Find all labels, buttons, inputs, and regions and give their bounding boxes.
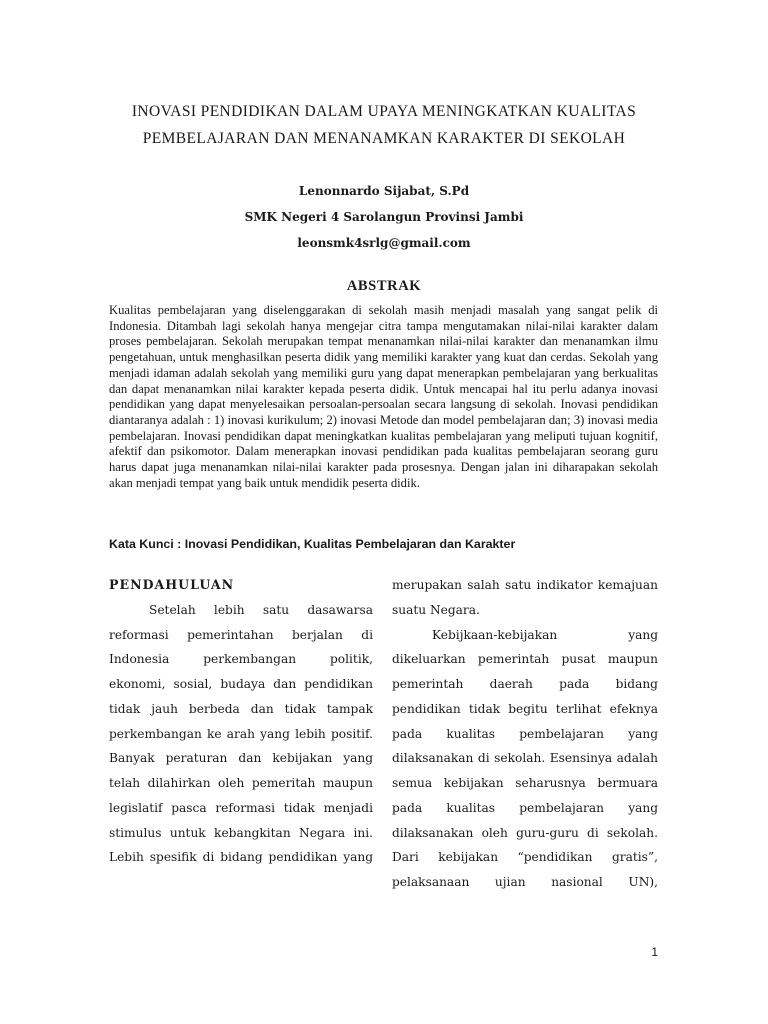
- body-line: reformasi pemerintahan berjalan di: [109, 627, 373, 642]
- body-line: pelaksanaan ujian nasional UN),: [392, 875, 658, 889]
- column-left: [109, 573, 373, 870]
- author-block: [90, 178, 678, 256]
- title-line-2: PEMBELAJARAN DAN MENANAMKAN KARAKTER DI SEKOLAH: [142, 130, 626, 147]
- column-right: [392, 573, 658, 895]
- body-line: semua kebijakan seharusnya bermuara: [392, 776, 658, 790]
- body-line: Setelah lebih satu dasawarsa: [149, 602, 373, 617]
- author-email: leonsmk4srlg@gmail.com: [297, 236, 471, 250]
- body-line: merupakan salah satu indikator kemajuan: [392, 578, 658, 592]
- body-line: ekonomi, sosial, budaya dan pendidikan: [109, 677, 373, 691]
- author-name: Lenonnardo Sijabat, S.Pd: [298, 184, 470, 198]
- body-line: dilaksanakan oleh guru-guru di sekolah.: [392, 825, 658, 840]
- body-line: Kebijkaan-kebijakan yang: [432, 627, 658, 642]
- body-line: Lebih spesifik di bidang pendidikan yang: [109, 850, 373, 865]
- body-line: pemerintah daerah pada bidang: [392, 677, 658, 691]
- body-line: tidak jauh berbeda dan tidak tampak: [109, 701, 373, 716]
- body-line: Indonesia perkembangan politik,: [109, 652, 373, 667]
- paper-title: [90, 98, 678, 152]
- body-line: pada kualitas pembelajaran yang: [392, 800, 658, 815]
- body-line: legislatif pasca reformasi tidak menjadi: [109, 800, 373, 815]
- title-line-1: INOVASI PENDIDIKAN DALAM UPAYA MENINGKATKAN KUALITAS: [131, 103, 637, 120]
- keywords: Kata Kunci : Inovasi Pendidikan, Kualitas Pembelajaran dan Karakter: [109, 537, 516, 551]
- body-line: stimulus untuk kebangkitan Negara ini.: [109, 825, 373, 840]
- body-line: suatu Negara.: [392, 602, 480, 617]
- abstract-heading: ABSTRAK: [346, 278, 422, 294]
- page-number: 1: [651, 945, 658, 959]
- author-affiliation: SMK Negeri 4 Sarolangun Provinsi Jambi: [244, 210, 524, 224]
- body-line: telah dilahirkan oleh pemeritah maupun: [109, 776, 373, 790]
- body-line: Banyak peraturan dan kebijakan yang: [109, 751, 373, 766]
- body-line: dilaksanakan di sekolah. Esensinya adalah: [392, 751, 658, 766]
- abstract-text: Kualitas pembelajaran yang diselenggarakan di sekolah masih menjadi masalah yang sangat pelik di Indonesia. Ditambah lagi sekolah hanya mengejar citra tampa mengutamakan nilai-nilai karakter dalam proses pembelajaran. Sekolah merupakan tempat menanamkan nilai-nilai karakter dan menanamkan ilmu pengetahuan, untuk menghasilkan peserta didik yang memiliki karakter yang kuat dan cerdas. Sekolah yang menjadi idaman adalah sekolah yang memiliki guru yang dapat menerapkan pembelajaran yang berkualitas dan dapat menanamkan nilai karakter kepada peserta didik. Untuk mencapai hal itu perlu adanya inovasi pendidikan yang dapat menyelesaikan persoalan-persoalan secara langsung di sekolah. Inovasi pendidikan diantaranya adalah : 1) inovasi kurikulum; 2) inovasi Metode dan model pembelajaran dan; 3) inovasi media pembelajaran. Inovasi pendidikan dapat meningkatkan kualitas pembelajaran yang meliputi tujuan kognitif, afektif dan psikomotor. Dalam menerapkan inovasi pendidikan pada kualitas pembelajaran seorang guru harus dapat juga menanamkan nilai-nilai karakter pada prosesnya. Dengan jalan ini diharapakan sekolah akan menjadi tempat yang baik untuk mendidik peserta didik.: [109, 303, 658, 490]
- body-line: pendidikan tidak begitu terlihat efeknya: [392, 701, 658, 716]
- body-line: Dari kebijakan “pendidikan gratis”,: [392, 850, 658, 865]
- section-heading-pendahuluan: PENDAHULUAN: [109, 577, 235, 592]
- body-line: perkembangan ke arah yang lebih positif.: [109, 726, 373, 741]
- body-line: dikeluarkan pemerintah pusat maupun: [392, 652, 658, 667]
- body-line: pada kualitas pembelajaran yang: [392, 726, 658, 741]
